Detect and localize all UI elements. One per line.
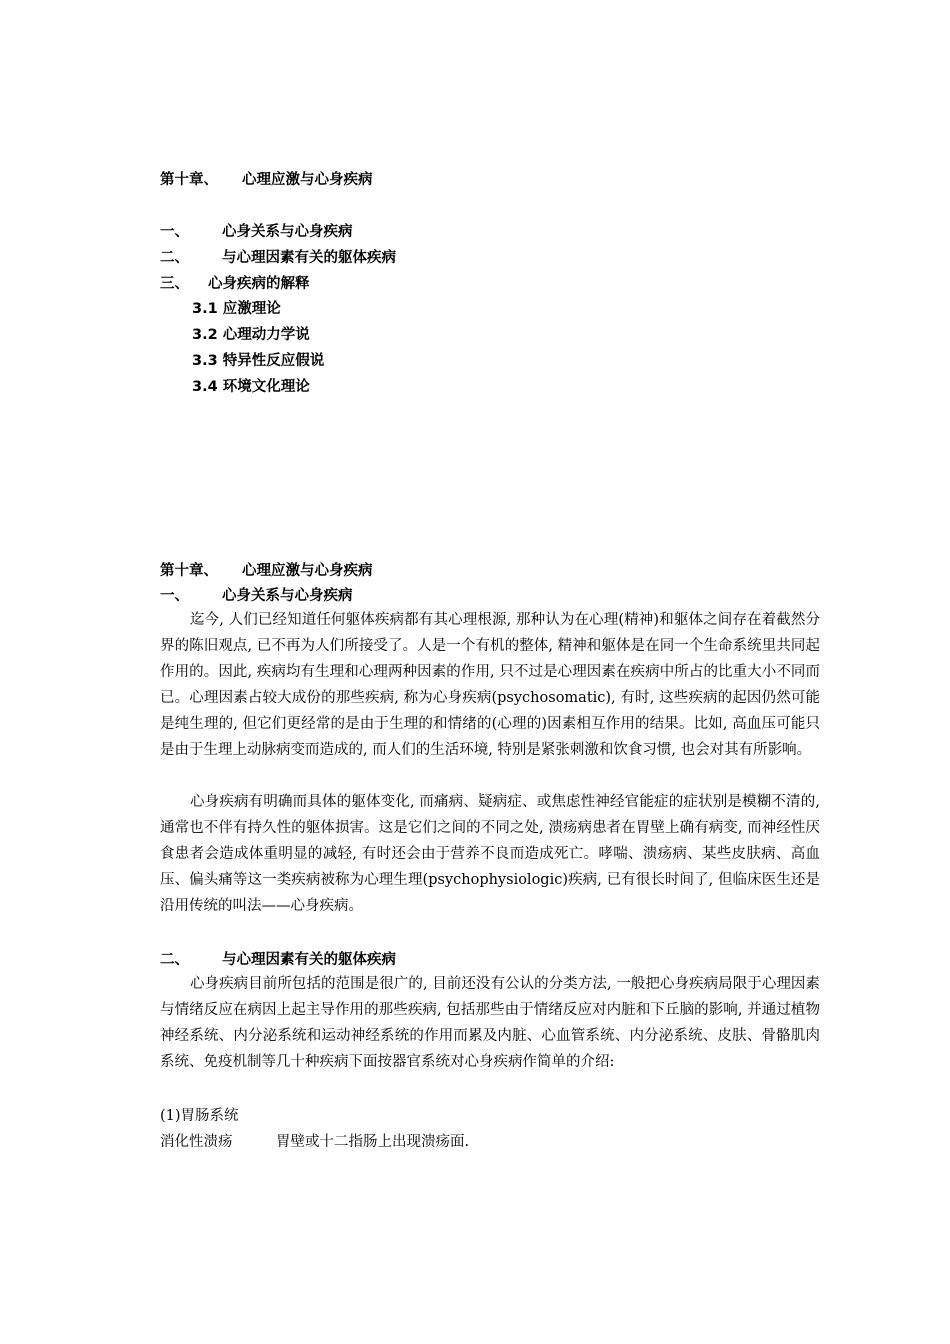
section-title: 与心理因素有关的躯体疾病 <box>222 952 396 968</box>
section-2-paragraph: 心身疾病目前所包括的范围是很广的, 目前还没有公认的分类方法, 一般把心身疾病局限于心理因素与情绪反应在病因上起主导作用的那些疾病, 包括那些由于情绪反应对内脏和下丘脑的影响, 并通过植物神经系统、内分泌系统和运动神经系统的作用而累及内脏、心血管系统、内分泌系统、皮肤、骨骼肌肉系统、免疫机制等几十种疾病下面按器官系统对心身疾病作简单的介绍: <box>160 976 820 1070</box>
toc-chapter-heading <box>160 170 373 190</box>
section-number: 一、 <box>160 588 189 604</box>
toc-subitem-3-3: 3.3 特异性反应假说 <box>192 353 325 369</box>
section-title: 心身关系与心身疾病 <box>222 588 353 604</box>
system-heading: (1)胃肠系统 <box>160 1108 239 1124</box>
toc-item-title: 与心理因素有关的躯体疾病 <box>222 250 396 266</box>
section-1-paragraph-2: 心身疾病有明确而具体的躯体变化, 而痛病、疑病症、或焦虑性神经官能症的症状别是模糊不清的, 通常也不伴有持久性的躯体损害。这是它们之间的不同之处, 溃疡病患者在胃壁上确有病变, 而神经性厌食患者会造成体重明显的减轻, 有时还会由于营养不良而造成死亡。哮喘、溃疡病、某些皮肤病、高血压、偏头痛等这一类疾病被称为心理生理(psychophysiologic)疾病, 已有很长时间了, 但临床医生还是沿用传统的叫法——心身疾病。 <box>160 794 820 914</box>
body-chapter-heading <box>160 561 373 581</box>
toc-subitem-3-4: 3.4 环境文化理论 <box>192 379 310 395</box>
toc-item-number: 三、 <box>160 276 189 292</box>
section-1-paragraph-1: 迄今, 人们已经知道任何躯体疾病都有其心理根源, 那种认为在心理(精神)和躯体之间存在着截然分界的陈旧观点, 已不再为人们所接受了。人是一个有机的整体, 精神和躯体是在同一个生命系统里共同起作用的。因此, 疾病均有生理和心理两种因素的作用, 只不过是心理因素在疾病中所占的比重大小不同而已。心理因素占较大成份的那些疾病, 称为心身疾病(psychosomatic), 有时, 这些疾病的起因仍然可能是纯生理的, 但它们更经常的是由于生理的和情绪的(心理的)因素相互作用的结果。比如, 高血压可能只是由于生理上动脉病变而造成的, 而人们的生活环境, 特别是紧张刺激和饮食习惯, 也会对其有所影响。 <box>160 612 820 758</box>
toc-item-2 <box>160 248 396 268</box>
disease-entry <box>160 1132 469 1152</box>
toc-item-number: 一、 <box>160 224 189 240</box>
section-number: 二、 <box>160 952 189 968</box>
body-chapter-number: 第十章、 <box>160 563 218 579</box>
toc-item-1 <box>160 222 353 242</box>
toc-subitem-3-2: 3.2 心理动力学说 <box>192 327 310 343</box>
toc-item-title: 心身关系与心身疾病 <box>222 224 353 240</box>
section-2-heading <box>160 950 396 970</box>
disease-term: 消化性溃疡 <box>160 1134 233 1150</box>
section-1-heading <box>160 586 353 606</box>
toc-chapter-number: 第十章、 <box>160 172 218 188</box>
toc-subitem-3-1: 3.1 应激理论 <box>192 301 281 317</box>
toc-item-title: 心身疾病的解释 <box>208 276 310 292</box>
toc-chapter-title: 心理应激与心身疾病 <box>242 172 373 188</box>
toc-item-3 <box>160 274 310 294</box>
toc-item-number: 二、 <box>160 250 189 266</box>
disease-description: 胃壁或十二指肠上出现溃疡面. <box>276 1134 470 1150</box>
body-chapter-title: 心理应激与心身疾病 <box>242 563 373 579</box>
